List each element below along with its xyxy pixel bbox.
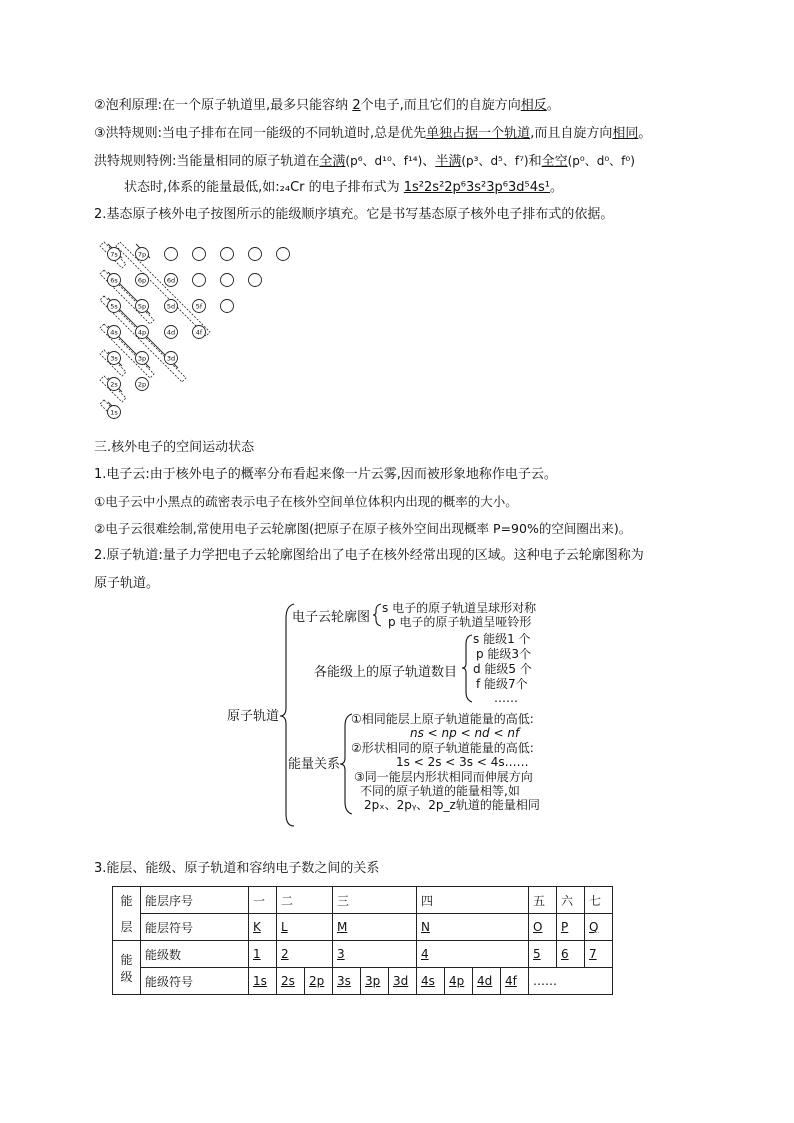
table-cell: 4s <box>417 968 445 995</box>
hund-blank-same: 相同 <box>612 126 639 141</box>
atomic-orbital-def: 2.原子轨道:量子力学把电子云轮廓图给出了电子在核外经常出现的区域。这种电子云轮廓图称为 <box>94 548 644 563</box>
p-orbital-count: p 能级3个 <box>476 647 532 661</box>
label-4p: 4p <box>137 328 147 337</box>
empty-orbital <box>221 248 234 261</box>
shell-subshell-table <box>112 886 613 995</box>
table-cell: L <box>277 914 333 941</box>
label-3p: 3p <box>137 354 147 363</box>
table-cell: M <box>333 914 417 941</box>
table-cell: 七 <box>585 887 613 914</box>
empty-orbital <box>165 248 178 261</box>
table-cell: 7 <box>585 941 613 968</box>
label-4s: 4s <box>110 328 118 337</box>
blank-half: 半满 <box>435 154 462 169</box>
table-cell: O <box>529 914 557 941</box>
root-label: 原子轨道 <box>227 709 280 724</box>
table-cell: …… <box>529 968 613 995</box>
label-5d: 5d <box>166 302 176 311</box>
table-cell: 2p <box>305 968 333 995</box>
branch1-brace <box>373 604 381 626</box>
pauli-end: 。 <box>546 98 560 113</box>
table-cell: 3s <box>333 968 361 995</box>
table-cell: N <box>417 914 529 941</box>
energy-rule-1: ①相同能层上原子轨道能量的高低: <box>351 712 534 726</box>
label-3s: 3s <box>110 354 118 363</box>
table-cell: 4d <box>473 968 501 995</box>
label-5f: 5f <box>195 302 203 311</box>
table-cell: 六 <box>557 887 585 914</box>
s-orbital-shape: s 电子的原子轨道呈球形对称 <box>382 601 537 615</box>
energy-rule-3-line2: 不同的原子轨道的能量相等,如 <box>360 784 520 798</box>
label-6s: 6s <box>110 276 118 285</box>
table-cell: 一 <box>249 887 277 914</box>
table-title: 3.能层、能级、原子轨道和容纳电子数之间的关系 <box>94 861 380 876</box>
blank-empty: 全空 <box>541 154 568 169</box>
table-cell: K <box>249 914 277 941</box>
cr-example-text: 状态时,体系的能量最低,如:₂₄Cr 的电子排布式为 <box>124 180 404 195</box>
table-cell: 4f <box>501 968 529 995</box>
label-2s: 2s <box>110 380 118 389</box>
table-row <box>113 968 613 995</box>
p-orbital-shape: p 电子的原子轨道呈哑铃形 <box>388 615 532 629</box>
table-cell: 1 <box>249 941 277 968</box>
atomic-orbital-def-cont: 原子轨道。 <box>94 576 160 591</box>
branch2-brace <box>462 635 472 702</box>
empty-orbital <box>221 300 234 313</box>
energy-rule-2-formula: 1s < 2s < 3s < 4s…… <box>396 755 529 769</box>
energy-rule-3-line3: 2pₓ、2pᵧ、2p_z轨道的能量相同 <box>364 798 540 812</box>
empty-config: (p⁰、d⁰、f⁰) <box>567 154 635 168</box>
table-cell: 2 <box>277 941 333 968</box>
pauli-blank-number: 2 <box>352 98 361 113</box>
table-cell: 三 <box>333 887 417 914</box>
d-orbital-count: d 能级5 个 <box>473 662 532 676</box>
empty-orbital <box>277 248 290 261</box>
table-cell: 4p <box>445 968 473 995</box>
empty-orbital <box>221 274 234 287</box>
filling-order-statement: 2.基态原子核外电子按图所示的能级顺序填充。它是书写基态原子核外电子排布式的依据。 <box>94 207 614 222</box>
hund-rule <box>94 126 651 142</box>
cr-example-end: 。 <box>550 180 564 195</box>
table-cell: 五 <box>529 887 557 914</box>
empty-orbital <box>249 248 262 261</box>
half-config: (p³、d⁵、f⁷) <box>461 154 529 168</box>
table-cell: 2s <box>277 968 305 995</box>
hund-special-example <box>124 180 563 196</box>
row-label: 能级数 <box>141 941 249 968</box>
full-config: (p⁶、d¹⁰、f¹⁴) <box>345 154 423 168</box>
s-orbital-count: s 能级1 个 <box>473 632 531 646</box>
pauli-blank-opposite: 相反 <box>520 98 547 113</box>
orbital-count-ellipsis: …… <box>494 691 518 705</box>
cr-electron-config: 1s²2s²2p⁶3s²3p⁶3d⁵4s¹ <box>403 180 550 195</box>
table-cell: 6 <box>557 941 585 968</box>
electron-cloud-point-b: ②电子云很难绘制,常使用电子云轮廓图(把原子在原子核外空间出现概率 P=90%的空间圈出来)。 <box>94 521 632 536</box>
table-cell: P <box>557 914 585 941</box>
label-7s: 7s <box>110 250 118 259</box>
table-cell: 3p <box>361 968 389 995</box>
label-5s: 5s <box>110 302 118 311</box>
empty-orbital <box>193 274 206 287</box>
electron-cloud-def: 1.电子云:由于核外电子的概率分布看起来像一片云雾,因而被形象地称作电子云。 <box>94 467 557 482</box>
group-label-shell: 能层 <box>113 887 141 941</box>
row-label: 能层符号 <box>141 914 249 941</box>
label-7p: 7p <box>137 250 147 259</box>
hund-blank-single: 单独占据一个轨道 <box>426 126 531 141</box>
table-row <box>113 887 613 914</box>
label-4f: 4f <box>195 328 203 337</box>
hund-end: 。 <box>638 126 652 141</box>
blank-full: 全满 <box>319 154 346 169</box>
row-label: 能级符号 <box>141 968 249 995</box>
label-1s: 1s <box>110 408 118 417</box>
hund-special-case <box>94 153 635 170</box>
label-4d: 4d <box>166 328 176 337</box>
table-cell: Q <box>585 914 613 941</box>
root-brace <box>280 604 294 826</box>
branch1-label: 电子云轮廓图 <box>292 610 371 625</box>
conjunction: 和 <box>528 154 542 169</box>
hund-text-mid: ,而且自旋方向 <box>530 126 613 141</box>
empty-orbital <box>193 248 206 261</box>
branch3-brace <box>340 714 352 814</box>
label-6p: 6p <box>137 276 147 285</box>
table-cell: 4 <box>417 941 529 968</box>
label-6d: 6d <box>166 276 176 285</box>
hund-special-text: 洪特规则特例:当能量相同的原子轨道在 <box>94 154 320 169</box>
table-row <box>113 941 613 968</box>
electron-cloud-point-a: ①电子云中小黑点的疏密表示电子在核外空间单位体积内出现的概率的大小。 <box>94 494 518 509</box>
table-cell: 5 <box>529 941 557 968</box>
label-3d: 3d <box>166 354 176 363</box>
branch2-label: 各能级上的原子轨道数目 <box>314 665 458 680</box>
table-cell: 二 <box>277 887 333 914</box>
f-orbital-count: f 能级7个 <box>476 677 528 691</box>
branch3-label: 能量关系 <box>288 757 341 772</box>
label-5p: 5p <box>137 302 147 311</box>
energy-rule-1-formula: ns < np < nd < nf <box>410 726 520 740</box>
separator: 、 <box>422 154 436 169</box>
table-cell: 3 <box>333 941 417 968</box>
section-title: 三.核外电子的空间运动状态 <box>94 440 255 455</box>
pauli-principle <box>94 98 560 114</box>
pauli-text: ②泡利原理:在一个原子轨道里,最多只能容纳 <box>94 98 353 113</box>
energy-level-filling-diagram <box>92 236 312 426</box>
table-row <box>113 914 613 941</box>
label-2p: 2p <box>137 380 147 389</box>
atomic-orbital-concept-map <box>220 598 580 830</box>
row-label: 能层序号 <box>141 887 249 914</box>
table-cell: 1s <box>249 968 277 995</box>
empty-orbital <box>249 274 262 287</box>
pauli-text-mid: 个电子,而且它们的自旋方向 <box>360 98 521 113</box>
energy-rule-2: ②形状相同的原子轨道能量的高低: <box>351 741 534 755</box>
energy-rule-3-line1: ③同一能层内形状相同而伸展方向 <box>354 770 533 784</box>
table-cell: 3d <box>389 968 417 995</box>
table-cell: 四 <box>417 887 529 914</box>
group-label-subshell: 能级 <box>113 941 141 995</box>
hund-text: ③洪特规则:当电子排布在同一能级的不同轨道时,总是优先 <box>94 126 427 141</box>
